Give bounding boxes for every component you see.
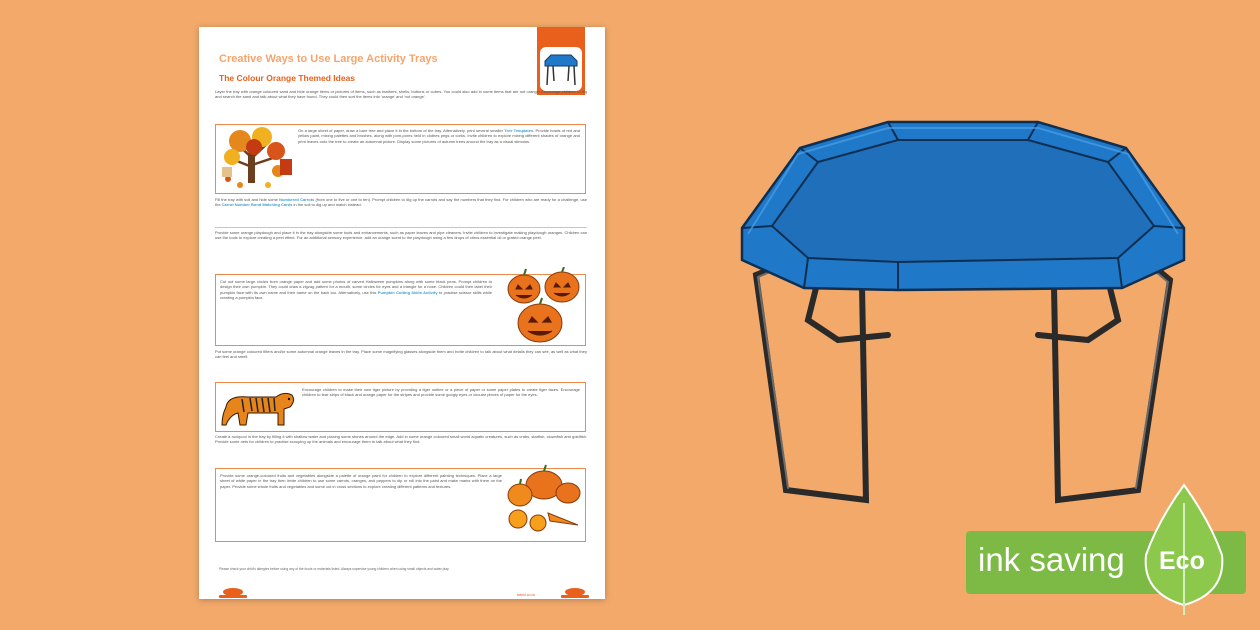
divider [215, 227, 587, 228]
box-autumn-tree-text: On a large sheet of paper, draw a bare tree and place it in the bottom of the tray. Alternatively, print several smaller Tree Templates. Provide bowls of red and yellow paint, mixing palettes and brushes, along with pom-poms held in clothes pegs or corks. Invite children to explore mixing different shades of orange and print leaves onto the tree to create an autumnal picture. Display some pictures of autumn trees around the tray as a visual stimulus. [298, 128, 580, 144]
tiger-illustration [218, 385, 298, 429]
numbered-carrots-link[interactable]: Numbered Carrots [279, 197, 315, 202]
twinkl-logo-left [215, 587, 251, 599]
twinkl-logo-right [557, 587, 593, 599]
mini-tray-icon [540, 47, 582, 91]
pumpkins-illustration [496, 267, 586, 347]
tree-templates-link[interactable]: Tree Templates [504, 128, 534, 133]
fruit-veg-illustration [504, 463, 584, 539]
footer-url: twinkl.co.uk [517, 593, 536, 597]
sheet-title: Creative Ways to Use Large Activity Trays [219, 53, 438, 65]
paragraph-carrots: Fill the tray with soil and hide some Numbered Carrots (from one to five or one to ten). Prompt children to dig up the carrots and say the numbers that they find. For children who are ready for a challenge, use the Carrot Number Bond Matching Cards in the soil to dig up and match instead. [215, 197, 587, 208]
paragraph-filters: Put some orange coloured filters and/or some autumnal orange leaves in the tray. Place some magnifying glasses alongside them and invite children to talk about what details they can see, as well as what they can feel and smell. [215, 349, 587, 360]
autumn-tree-illustration [218, 127, 294, 191]
paragraph-orange-sand: Layer the tray with orange coloured sand and hide orange items or pictures of items, such as feathers, shells, buttons or cubes. You could also add in some items that are not orange. Encourage children to dig and search the sand and talk about what they have found. They could then sort the items into 'orange' and 'not orange'. [215, 89, 587, 100]
box-autumn-tree [215, 124, 586, 194]
box-fruit-veg [215, 468, 586, 542]
footnote: Please check your child's allergies before using any of the foods or materials listed. Always supervise young children when using small objects and water play. [219, 567, 450, 571]
activity-tray-illustration [738, 110, 1188, 520]
paragraph-playdough: Provide some orange playdough and place it in the tray alongside some tools and enhancements, such as paper leaves and pipe cleaners. Invite children to investigate making playdough oranges. Children can use the tools to explore creating a peel effect. For an additional sensory experience, add an orange scent to the playdough using a few drops of citrus essential oil or grated orange peel. [215, 230, 587, 241]
box-pumpkins [215, 274, 586, 346]
sheet-subtitle: The Colour Orange Themed Ideas [219, 73, 356, 83]
box-pumpkins-text: Cut out some large circles from orange paper and add some photos of carved Halloween pumpkins along with some black pens. Prompt children to design their own pumpkin. They could draw a zigzag pattern for a mouth, some circles for eyes and a triangle for a nose. Children could then label their pumpkin face with its own name and their name on the back too. Alternatively, use this Pumpkin Cutting Skills Activity to practise scissor skills while creating a pumpkin face. [220, 279, 492, 301]
corner-tab [537, 27, 585, 95]
paragraph-rockpool: Create a rockpool in the tray by filling it with shallow water and placing some stones around the edge. Add in some orange coloured small world aquatic creatures, such as crabs, starfish, clownfish and goldfish. Provide some nets for children to practise scooping up the animals and encourage them to talk about what they find. [215, 434, 587, 445]
box-fruit-veg-text: Provide some orange-coloured fruits and vegetables alongside a palette of orange paint for children to explore different painting techniques. Place a large sheet of white paper in the tray then invite children to use some carrots, oranges, and peppers to dip or roll into the paint and make marks with them on the paper. Provide some whole fruits and vegetables and some cut in cross sections to explore creating different patterns and textures. [220, 473, 502, 489]
activity-sheet-preview [199, 27, 605, 599]
ink-saving-label: ink saving [978, 541, 1125, 578]
carrot-cards-link[interactable]: Carrot Number Bond Matching Cards [221, 202, 293, 208]
pumpkin-activity-link[interactable]: Pumpkin Cutting Skills Activity [377, 289, 438, 295]
eco-label: Eco [1159, 547, 1205, 575]
box-tiger [215, 382, 586, 432]
box-tiger-text: Encourage children to make their own tiger picture by providing a tiger outline or a piece of paper or some paper plates to create tiger faces. Encourage children to tear strips of black and orange paper for the stripes and provide some googly eyes or circular pieces of paper for the eyes. [302, 387, 580, 398]
